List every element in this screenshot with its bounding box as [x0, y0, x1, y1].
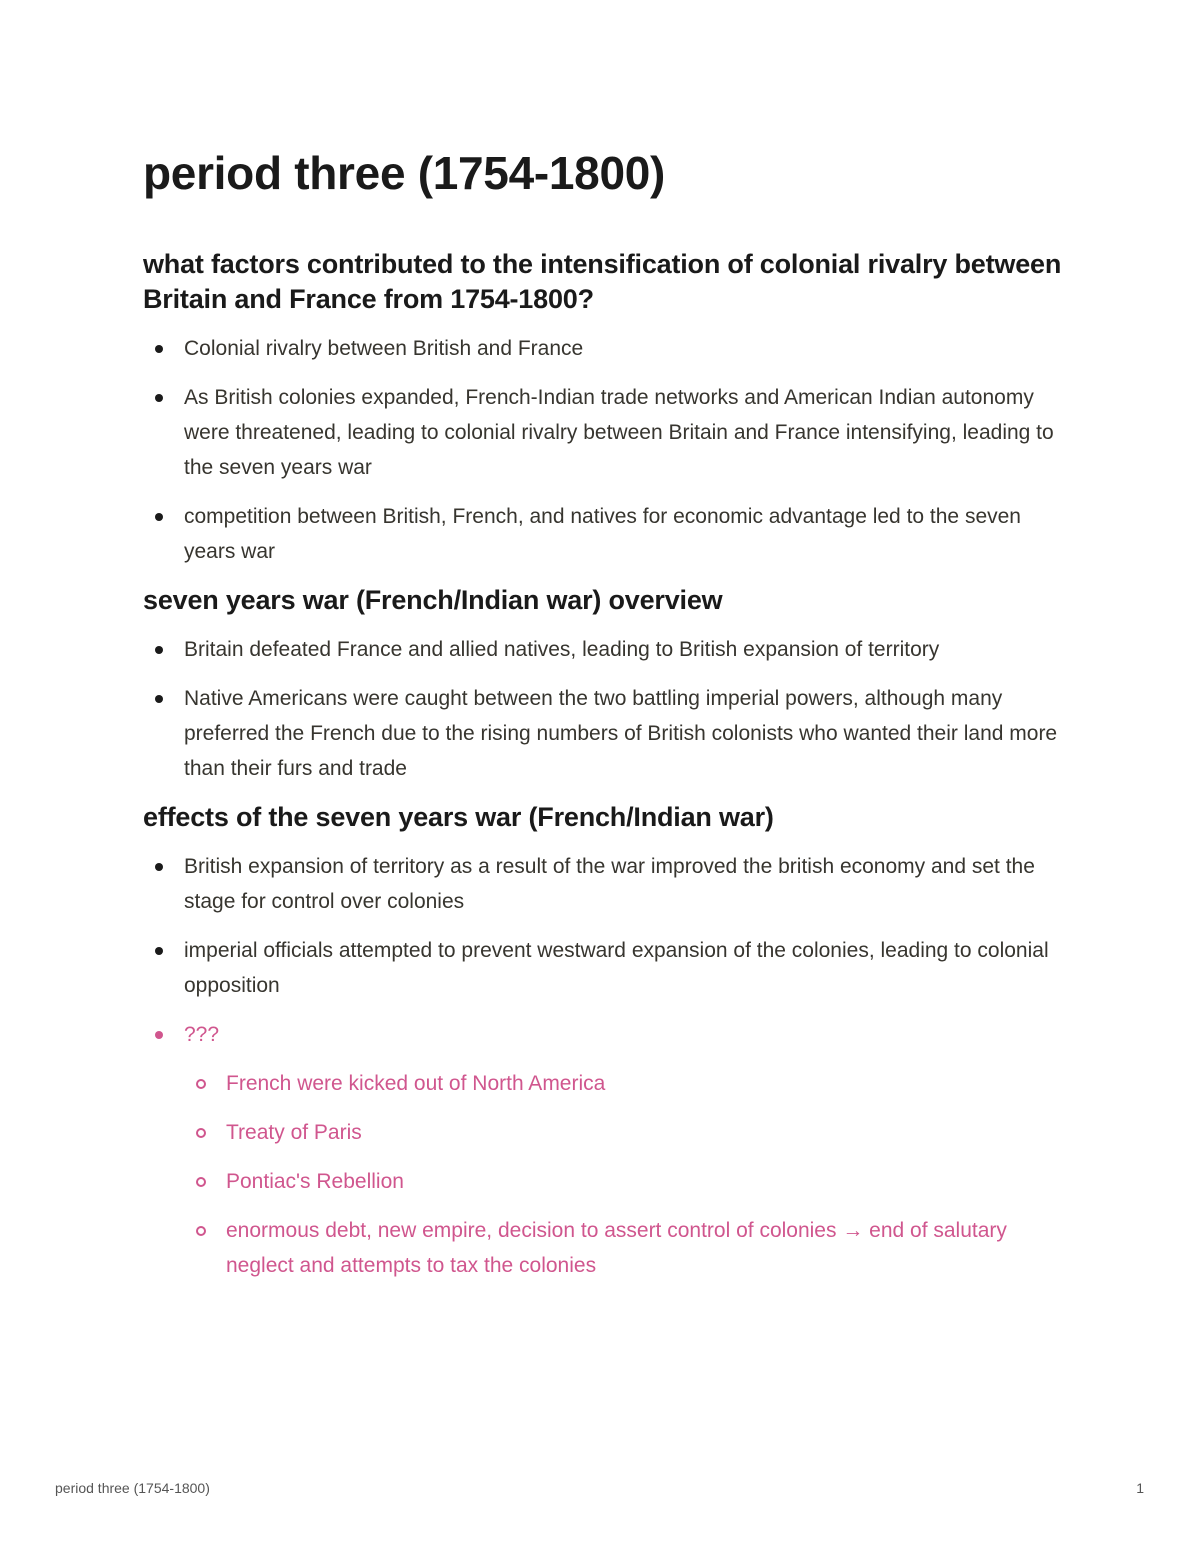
hollow-bullet-icon [196, 1128, 206, 1138]
list-item-text: ??? [184, 1022, 220, 1046]
bullet-icon [155, 394, 163, 402]
list-item [143, 499, 1063, 569]
nested-list-item [184, 1066, 1063, 1101]
section-colonial-rivalry [143, 247, 1063, 569]
bullet-icon [155, 947, 163, 955]
nested-item-text: enormous debt, new empire, decision to assert control of colonies → end of salutary neglect and attempts to tax the colonies [226, 1218, 1007, 1277]
hollow-bullet-icon [196, 1177, 206, 1187]
section-heading: effects of the seven years war (French/Indian war) [143, 801, 774, 832]
nested-list-item [184, 1115, 1063, 1150]
section-heading: what factors contributed to the intensification of colonial rivalry between Britain and France from 1754-1800? [143, 248, 1062, 314]
section-war-overview [143, 583, 1063, 786]
hollow-bullet-icon [196, 1079, 206, 1089]
nested-list-item [184, 1164, 1063, 1199]
list-item-text: imperial officials attempted to prevent westward expansion of the colonies, leading to colonial opposition [184, 938, 1049, 997]
list-item-text: competition between British, French, and natives for economic advantage led to the seven years war [184, 504, 1021, 563]
list-item [143, 331, 1063, 366]
nested-list-item [184, 1213, 1063, 1283]
bullet-list [143, 331, 1063, 569]
bullet-icon [155, 646, 163, 654]
nested-item-text: Pontiac's Rebellion [226, 1169, 404, 1193]
bullet-icon [155, 695, 163, 703]
nested-list [184, 1066, 1063, 1283]
bullet-icon [155, 863, 163, 871]
document-page [143, 148, 1063, 1297]
highlighted-list-item [143, 1017, 1063, 1283]
nested-item-text: French were kicked out of North America [226, 1071, 606, 1095]
nested-item-text: Treaty of Paris [226, 1120, 362, 1144]
list-item-text: Britain defeated France and allied natives, leading to British expansion of territory [184, 637, 940, 661]
page-title: period three (1754-1800) [143, 147, 666, 199]
bullet-icon [155, 345, 163, 353]
list-item-text: Colonial rivalry between British and France [184, 336, 584, 360]
list-item-text: As British colonies expanded, French-Indian trade networks and American Indian autonomy were threatened, leading to colonial rivalry between Britain and France intensifying, leading to the seven years war [184, 385, 1054, 479]
bullet-list [143, 632, 1063, 786]
bullet-icon [155, 1031, 163, 1039]
page-number: 1 [1136, 1480, 1144, 1496]
list-item [143, 681, 1063, 786]
list-item [143, 933, 1063, 1003]
list-item [143, 849, 1063, 919]
list-item-text: Native Americans were caught between the two battling imperial powers, although many preferred the French due to the rising numbers of British colonists who wanted their land more than their furs and trade [184, 686, 1058, 780]
section-heading: seven years war (French/Indian war) overview [143, 584, 723, 615]
footer-title: period three (1754-1800) [55, 1480, 210, 1496]
hollow-bullet-icon [196, 1226, 206, 1236]
bullet-list [143, 849, 1063, 1283]
section-war-effects [143, 800, 1063, 1283]
list-item [143, 632, 1063, 667]
list-item-text: British expansion of territory as a result of the war improved the british economy and set the stage for control over colonies [184, 854, 1035, 913]
list-item [143, 380, 1063, 485]
bullet-icon [155, 513, 163, 521]
